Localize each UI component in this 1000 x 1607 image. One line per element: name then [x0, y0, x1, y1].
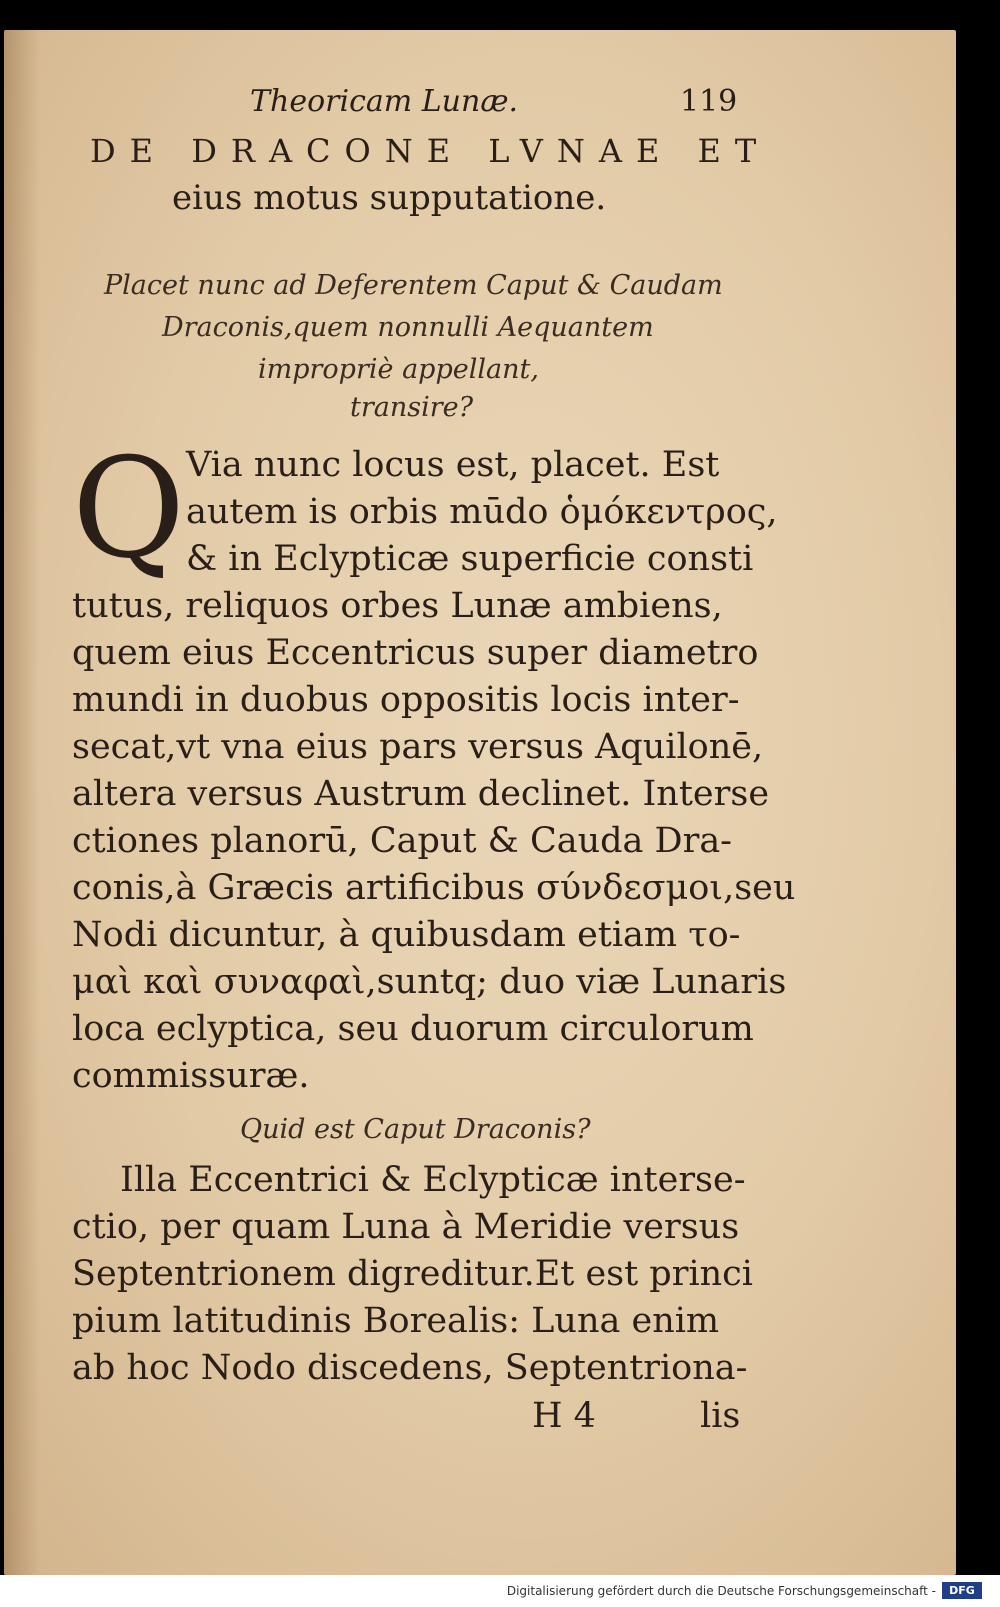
catchword: lis: [700, 1396, 741, 1436]
question-line: transire?: [350, 392, 474, 423]
answer-line: Septentrionem digreditur.Et est princi: [72, 1254, 753, 1294]
answer-line: conis,à Græcis artificibus σύνδεσμοι,seu: [72, 868, 796, 908]
answer-line: ab hoc Nodo discedens, Septentriona-: [72, 1348, 748, 1388]
signature-mark: H 4: [532, 1396, 596, 1436]
subquestion: Quid est Caput Draconis?: [240, 1114, 591, 1145]
chapter-heading-line-2: eius motus supputatione.: [172, 178, 607, 218]
chapter-heading-line-1: DE DRACONE LVNAE ET: [90, 132, 771, 170]
running-head: Theoricam Lunæ.: [250, 84, 519, 119]
answer-line: autem is orbis mūdo ὁμόκεντρος,: [186, 492, 778, 532]
dfg-logo[interactable]: DFG: [942, 1582, 982, 1599]
answer-line: Nodi dicuntur, à quibusdam etiam το-: [72, 915, 741, 955]
answer-line: quem eius Eccentricus super diametro: [72, 633, 759, 673]
answer-line: altera versus Austrum declinet. Interse: [72, 774, 770, 814]
answer-line: ctiones planorū, Caput & Cauda Dra-: [72, 821, 733, 861]
funding-credit: Digitalisierung gefördert durch die Deutsche Forschungsgemeinschaft -: [506, 1584, 936, 1598]
answer-line: Via nunc locus est, placet. Est: [186, 445, 720, 485]
answer-line: commissuræ.: [72, 1056, 310, 1096]
drop-cap: Q: [72, 428, 186, 589]
question-line: impropriè appellant,: [258, 354, 539, 385]
answer-line: loca eclyptica, seu duorum circulorum: [72, 1009, 754, 1049]
question-line: Draconis,quem nonnulli Aequantem: [162, 312, 654, 343]
answer-line: tutus, reliquos orbes Lunæ ambiens,: [72, 586, 723, 626]
answer-line: mundi in duobus oppositis locis inter-: [72, 680, 740, 720]
answer-line: pium latitudinis Borealis: Luna enim: [72, 1301, 720, 1341]
answer-line: secat,vt vna eius pars versus Aquilonē,: [72, 727, 764, 767]
answer-line: ctio, per quam Luna à Meridie versus: [72, 1207, 740, 1247]
scan-border: [956, 30, 1000, 1575]
answer-line: μαὶ καὶ συναφαὶ,suntq; duo viæ Lunaris: [72, 962, 787, 1002]
answer-line: & in Eclypticæ superficie consti: [186, 539, 754, 579]
page-number: 119: [680, 84, 738, 119]
answer-line: Illa Eccentrici & Eclypticæ interse-: [120, 1160, 746, 1200]
question-line: Placet nunc ad Deferentem Caput & Caudam: [104, 270, 723, 301]
footer-bar: [0, 1575, 1000, 1607]
page-gutter-shadow: [4, 30, 40, 1575]
